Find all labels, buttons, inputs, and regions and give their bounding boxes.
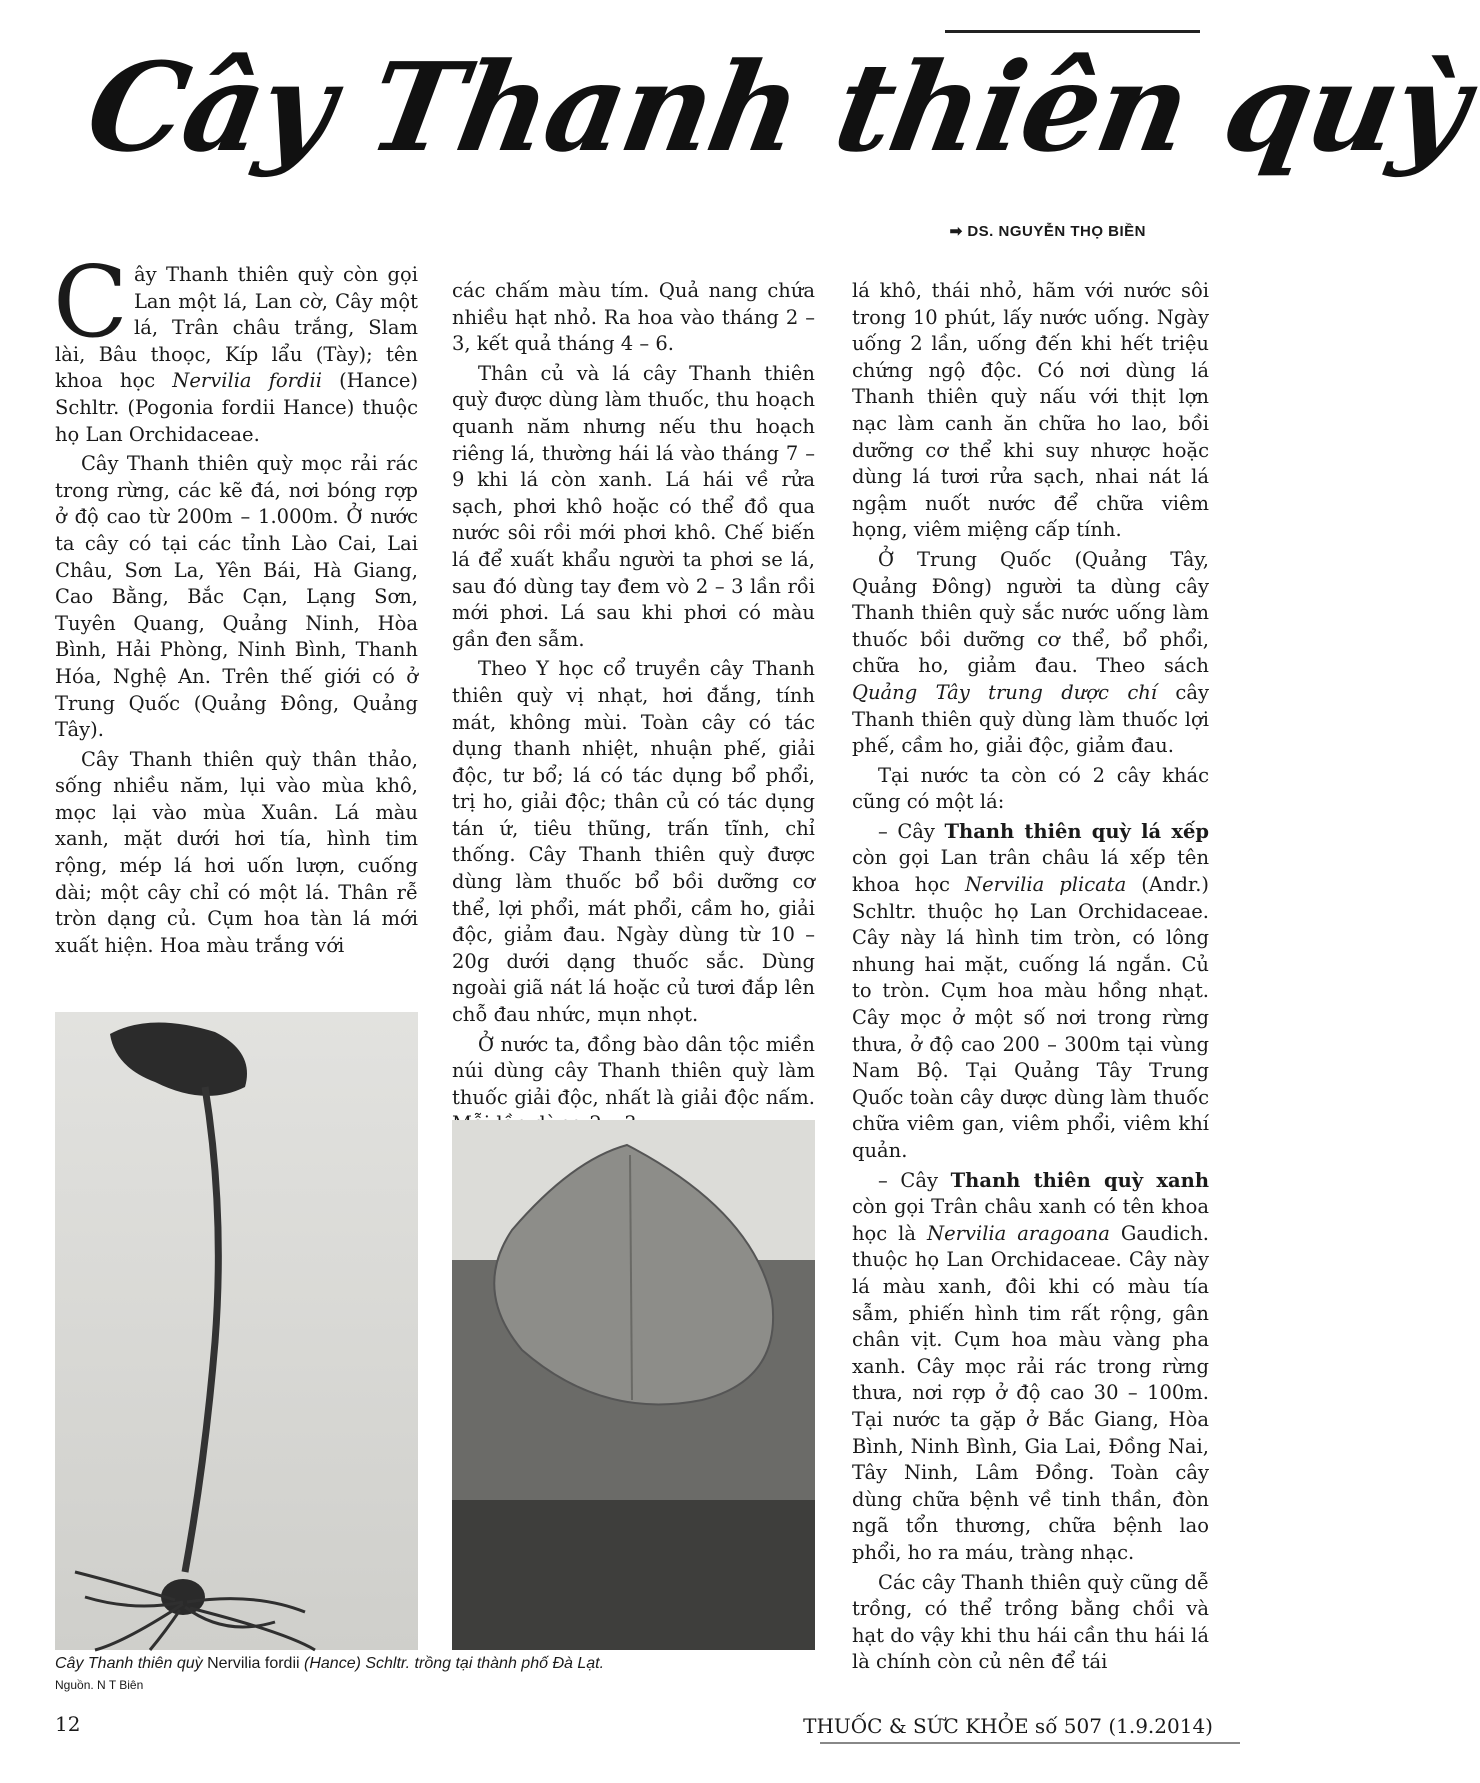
byline: ➡ DS. NGUYỄN THỌ BIỀN [949, 223, 1146, 240]
column-1 [53, 246, 418, 962]
paragraph: lá khô, thái nhỏ, hãm với nước sôi trong 10 phút, lấy nước uống. Ngày uống 2 lần, uống đến khi hết triệu chứng ngộ độc. Có nơi dùng lá Thanh thiên quỳ nấu với thịt lợn nạc làm canh ăn chữa ho lao, bồi dưỡng cơ thể khi suy nhược hoặc dùng lá tươi rửa sạch, nhai nát lá ngậm nuốt nước để chữa viêm họng, viêm miệng cấp tính. [852, 279, 1209, 542]
species-name: Thanh thiên quỳ lá xếp [944, 819, 1209, 843]
title-rule [945, 30, 1200, 33]
drop-cap: C [53, 246, 128, 360]
plant-photo-whole [55, 1012, 418, 1650]
footer-issue: THUỐC & SỨC KHỎE số 507 (1.9.2014) [803, 1714, 1213, 1738]
plant-illustration [55, 1012, 418, 1650]
text: – Cây [878, 1168, 951, 1192]
text: cây Thanh thiên quỳ dùng làm thuốc lợi phế, cầm ho, giải độc, giảm đau. [852, 680, 1209, 758]
paragraph: Ở nước ta, đồng bào dân tộc miền núi dùng cây Thanh thiên quỳ làm thuốc giải độc, nhất là giải độc nấm. [452, 1032, 815, 1109]
paragraph [852, 547, 1209, 760]
article-title: Cây Thanh thiên quỳ [77, 35, 1478, 179]
scientific-name: Nervilia plicata [965, 873, 1127, 897]
paragraph: các chấm màu tím. Quả nang chứa nhiều hạt nhỏ. Ra hoa vào tháng 2 – 3, kết quả tháng 4 – 6. [452, 279, 815, 356]
photo-source: Nguồn. N T Biên [55, 1678, 144, 1692]
scientific-name: Nervilia fordii [207, 1655, 300, 1672]
paragraph [852, 1168, 1209, 1567]
photo-caption [55, 1655, 845, 1673]
paragraph: Cây Thanh thiên quỳ mọc rải rác trong rừng, các kẽ đá, nơi bóng rợp ở độ cao từ 200m – 1.000m. Ở nước ta cây có tại các tỉnh Lào Cai, Lai Châu, Sơn La, Yên Bái, Hà Giang, Cao Bằng, Bắc Cạn, Lạng Sơn, Tuyên Quang, Quảng Ninh, Hòa Bình, Hải Phòng, Ninh Bình, Thanh Hóa, Nghệ An. Trên thế giới có ở Trung Quốc (Quảng Đông, Quảng Tây). [55, 452, 418, 742]
text: Ở Trung Quốc (Quảng Tây, Quảng Đông) người ta dùng cây Thanh thiên quỳ sắc nước uống làm thuốc bồi dưỡng cơ thể, bổ phổi, chữa ho, giảm đau. Theo sách [852, 547, 1209, 678]
text: còn gọi Lan trân châu lá xếp tên khoa học [852, 846, 1209, 897]
book-title: Quảng Tây trung dược chí [852, 680, 1158, 704]
paragraph [852, 819, 1209, 1165]
text: còn gọi Trân châu xanh có tên khoa học là [852, 1195, 1209, 1245]
plant-photo-leaf [452, 1120, 815, 1650]
paragraph: Theo Y học cổ truyền cây Thanh thiên quỳ vị nhạt, hơi đắng, tính mát, không mùi. Toàn cây có tác dụng thanh nhiệt, nhuận phế, giải độc, tư bổ; lá có tác dụng bổ phổi, trị ho, giải độc; thân củ có tác dụng tán ứ, tiêu thũng, trấn tĩnh, chỉ thống. Cây Thanh thiên quỳ được dùng làm thuốc bổ bồi dưỡng cơ thể, lợi phổi, mát phổi, cầm ho, giải độc, giảm đau. Ngày dùng từ 10 – 20g dưới dạng thuốc sắc. Dùng ngoài giã nát lá hoặc củ tươi đắp lên chỗ đau nhức, mụn nhọt. [452, 657, 815, 1027]
leaf-illustration [452, 1120, 815, 1650]
scientific-name: Nervilia aragoana [927, 1221, 1110, 1245]
footer-rule [820, 1742, 1240, 1744]
text: ây Thanh thiên quỳ còn gọi Lan một lá, Lan cờ, Cây một lá, Trân châu trắng, Slam lài, Bâu thoọc, Kíp lẩu (Tày); tên khoa học [55, 263, 418, 393]
paragraph: Các cây Thanh thiên quỳ cũng dễ trồng, có thể trồng bằng chồi và hạt do vậy khi thu hái cần thu hái lá là chính còn củ nên để tái [852, 1570, 1209, 1674]
text: – Cây [878, 819, 945, 843]
page-number: 12 [55, 1712, 81, 1736]
species-name: Thanh thiên quỳ xanh [950, 1168, 1209, 1192]
paragraph: Tại nước ta còn có 2 cây khác cũng có một lá: [852, 763, 1209, 814]
scientific-name: Nervilia fordii [172, 369, 322, 393]
text: (Hance) Schltr. (Pogonia fordii Hance) thuộc họ Lan Orchidaceae. [55, 369, 418, 446]
column-2 [452, 278, 815, 1141]
text: Gaudich. thuộc họ Lan Orchidaceae. Cây này lá màu xanh, đôi khi có màu tía sẫm, phiến hình tim rất rộng, gân chân vịt. Cụm hoa màu vàng pha xanh. Cây mọc rải rác trong rừng thưa, nơi rợp ở độ cao 30 – 100m. Tại nước ta gặp ở Bắc Giang, Hòa Bình, Ninh Bình, Gia Lai, Đồng Nai, Tây Ninh, Lâm Đồng. Toàn cây dùng chữa bệnh về tinh thần, đòn ngã tổn thương, chữa bệnh lao phổi, ho ra máu, tràng nhạc. [852, 1221, 1209, 1564]
text: Cây Thanh thiên quỳ [55, 1655, 208, 1672]
column-3 [852, 278, 1209, 1679]
paragraph [53, 246, 418, 448]
paragraph: Cây Thanh thiên quỳ thân thảo, sống nhiều năm, lụi vào mùa khô, mọc lại vào mùa Xuân. Lá màu xanh, mặt dưới hơi tía, hình tim rộng, mép lá hơi uốn lượn, cuống dài; một cây chỉ có một lá. Thân rễ tròn dạng củ. Cụm hoa tàn lá mới xuất hiện. Hoa màu trắng với [55, 747, 418, 957]
text: (Hance) Schltr. trồng tại thành phố Đà Lạt. [299, 1655, 605, 1672]
paragraph: Thân củ và lá cây Thanh thiên quỳ được dùng làm thuốc, thu hoạch quanh năm nhưng nếu thu hoạch riêng lá, thường hái lá vào tháng 7 – 9 khi lá còn xanh. Lá hái về rửa sạch, phơi khô hoặc có thể đồ qua nước sôi rồi mới phơi khô. Chế biến lá để xuất khẩu người ta phơi se lá, sau đó dùng tay đem vò 2 – 3 lần rồi mới phơi. Lá sau khi phơi có màu gần đen sẫm. [452, 361, 815, 651]
text: (Andr.) Schltr. thuộc họ Lan Orchidaceae. Cây này lá hình tim tròn, có lông nhung hai mặt, cuống lá ngắn. Củ to tròn. Cụm hoa màu hồng nhạt. Cây mọc ở một số nơi trong rừng thưa, ở độ cao 200 – 300m tại vùng Nam Bộ. Tại Quảng Tây Trung Quốc toàn cây dược dùng làm thuốc chữa viêm gan, viêm phổi, viêm khí quản. [852, 873, 1209, 1162]
